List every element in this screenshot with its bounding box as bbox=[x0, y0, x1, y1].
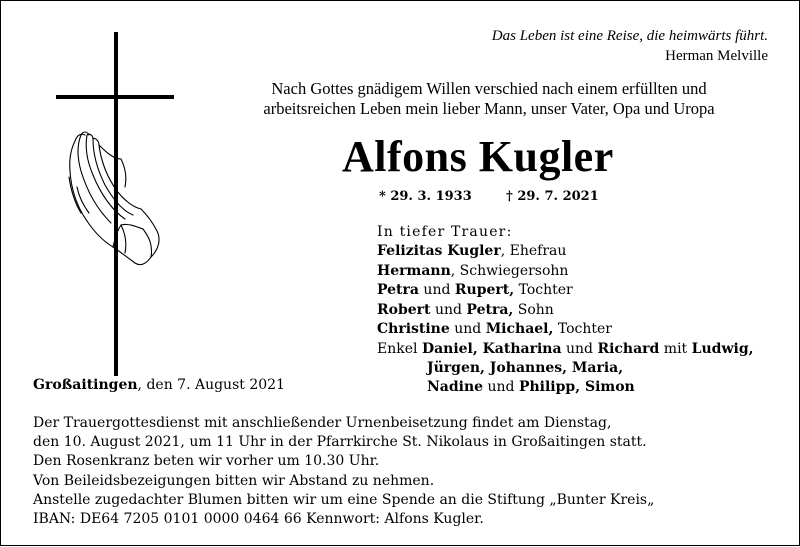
service-line: den 10. August 2021, um 11 Uhr in der Pfarrkirche St. Nikolaus in Großaitingen statt. bbox=[33, 434, 647, 451]
death-date: † 29. 7. 2021 bbox=[506, 189, 599, 204]
mourners-heading: In tiefer Trauer: bbox=[377, 224, 513, 240]
deceased-name: Alfons Kugler bbox=[342, 132, 614, 181]
service-line: Den Rosenkranz beten wir vorher um 10.30 Uhr. bbox=[33, 453, 380, 470]
mourner-line: Petra und Rupert, Tochter bbox=[377, 282, 573, 298]
quote-author: Herman Melville bbox=[665, 48, 768, 64]
grandchildren-line: Enkel Daniel, Katharina und Richard mit Ludwig, bbox=[377, 341, 754, 357]
grandchildren-line: Nadine und Philipp, Simon bbox=[427, 379, 635, 395]
place-and-date: Großaitingen, den 7. August 2021 bbox=[33, 377, 285, 393]
grandchildren-line: Jürgen, Johannes, Maria, bbox=[427, 360, 624, 376]
service-line: Von Beileidsbezeigungen bitten wir Abstand zu nehmen. bbox=[33, 472, 435, 489]
service-line: IBAN: DE64 7205 0101 0000 0464 66 Kennwort: Alfons Kugler. bbox=[33, 511, 484, 528]
service-line: Anstelle zugedachter Blumen bitten wir um eine Spende an die Stiftung „Bunter Kreis„ bbox=[33, 491, 655, 508]
death-announcement-intro: Nach Gottes gnädigem Willen verschied nach einem erfüllten und arbeitsreichen Leben mein lieber Mann, unser Vater, Opa und Uropa bbox=[263, 79, 715, 118]
service-line: Der Trauergottesdienst mit anschließender Urnenbeisetzung findet am Dienstag, bbox=[33, 415, 612, 431]
birth-date: * 29. 3. 1933 bbox=[379, 189, 472, 204]
mourner-line: Robert und Petra, Sohn bbox=[377, 302, 554, 318]
service-details bbox=[33, 414, 654, 529]
mourner-line: Christine und Michael, Tochter bbox=[377, 321, 612, 337]
mourner-line: Hermann, Schwiegersohn bbox=[377, 263, 569, 279]
mourner-line: Felizitas Kugler, Ehefrau bbox=[377, 243, 567, 259]
epitaph-quote: Das Leben ist eine Reise, die heimwärts führt. bbox=[491, 28, 768, 44]
